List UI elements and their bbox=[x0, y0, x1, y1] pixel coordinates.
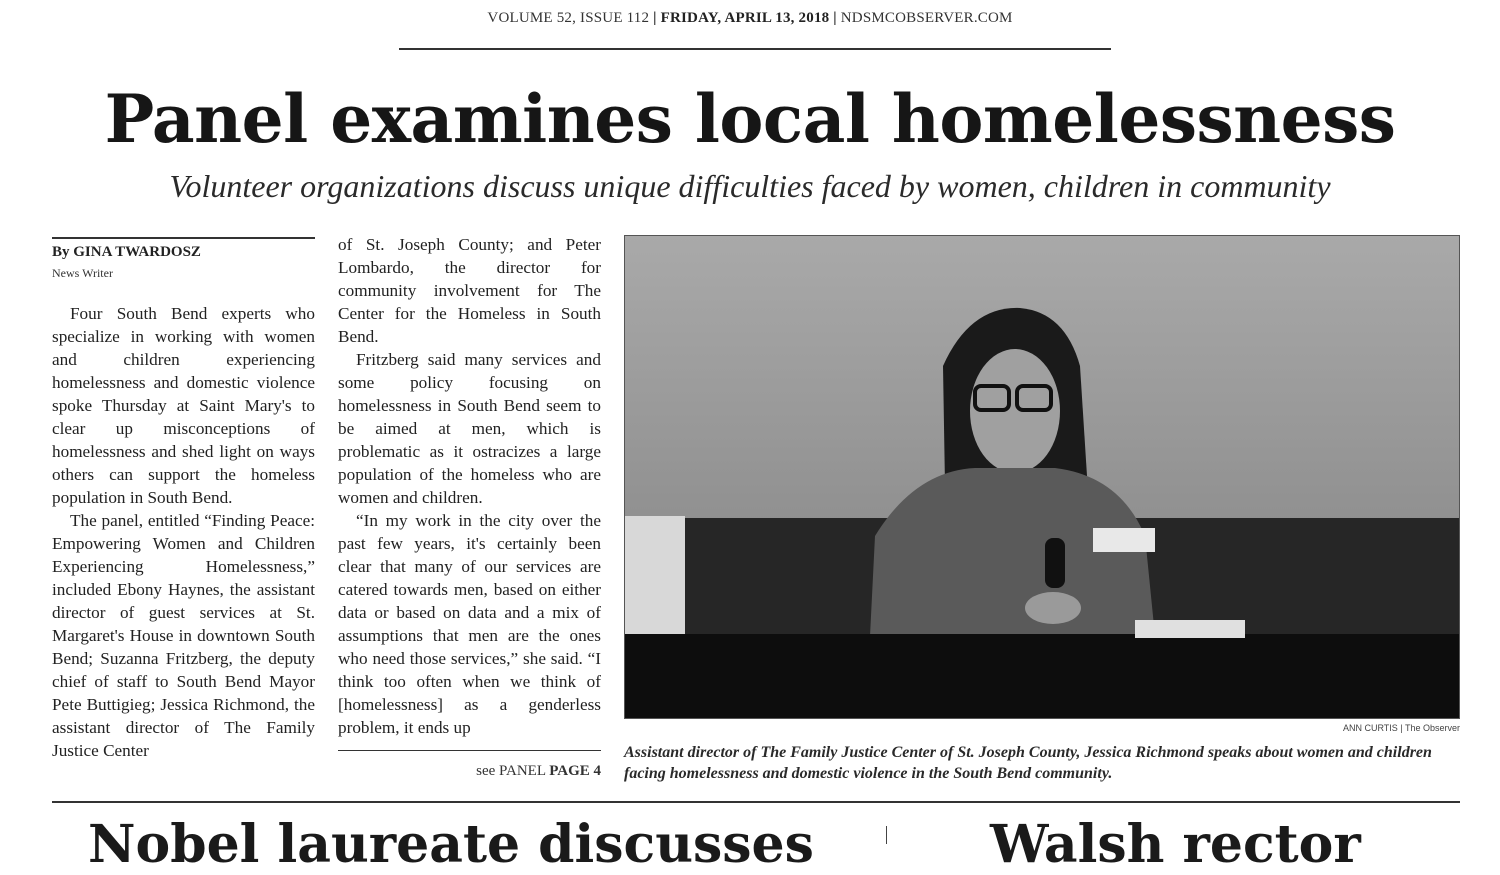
masthead-line: VOLUME 52, ISSUE 112 | FRIDAY, APRIL 13, 2018 | NDSMCOBSERVER.COM bbox=[487, 10, 1013, 26]
article-paragraph: of St. Joseph County; and Peter Lombardo, the director for community involvement for The Center for the Homeless in South Bend. bbox=[338, 235, 601, 346]
article-column-2 bbox=[338, 233, 601, 739]
jump-prefix: see PANEL bbox=[476, 763, 546, 779]
masthead-rule bbox=[399, 48, 1111, 50]
next-story-headline-right[interactable]: Walsh rector bbox=[990, 814, 1361, 875]
photo-credit: ANN CURTIS | The Observer bbox=[1342, 723, 1460, 733]
column-divider bbox=[886, 826, 887, 844]
jump-line[interactable] bbox=[338, 763, 601, 780]
byline-rule bbox=[52, 237, 315, 239]
article-column-1 bbox=[52, 302, 315, 762]
article-paragraph: Fritzberg said many services and some policy focusing on homelessness in South Bend seem to be aimed at men, which is problematic as it ostracizes a large population of the homeless who are women and children. bbox=[338, 350, 601, 507]
article-paragraph: The panel, entitled “Finding Peace: Empowering Women and Children Experiencing Homelessness,” included Ebony Haynes, the assistant director of guest services at St. Margaret's House in downtown South Bend; Suzanna Fritzberg, the deputy chief of staff to South Bend Mayor Pete Buttigieg; Jessica Richmond, the assistant director of The Family Justice Center bbox=[52, 511, 315, 760]
article-photo bbox=[624, 235, 1460, 719]
headline: Panel examines local homelessness bbox=[104, 80, 1396, 158]
photo-caption: Assistant director of The Family Justice Center of St. Joseph County, Jessica Richmond speaks about women and children facing homelessness and domestic violence in the South Bend community. bbox=[624, 744, 1432, 782]
article-paragraph: “In my work in the city over the past few years, it's certainly been clear that many of our services are catered towards men, based on either data or based on data and a mix of assumptions that men are the ones who need those services,” she said. “I think too often when we think of [homelessness] as a genderless problem, it ends up bbox=[338, 511, 601, 737]
deck-subheadline: Volunteer organizations discuss unique difficulties faced by women, children in community bbox=[169, 168, 1331, 204]
website-link[interactable]: NDSMCOBSERVER.COM bbox=[840, 10, 1013, 26]
byline-title: News Writer bbox=[52, 266, 113, 280]
jump-page: PAGE 4 bbox=[549, 763, 601, 779]
volume-issue: VOLUME 52, ISSUE 112 bbox=[487, 10, 650, 26]
next-story-headline-left[interactable]: Nobel laureate discusses bbox=[88, 814, 814, 875]
byline: By GINA TWARDOSZ bbox=[52, 244, 201, 260]
section-rule bbox=[52, 801, 1460, 803]
jump-rule bbox=[338, 750, 601, 751]
article-paragraph: Four South Bend experts who specialize in working with women and children experiencing homelessness and domestic violence spoke Thursday at Saint Mary's to clear up misconceptions of homelessness and shed light on ways others can support the homeless population in South Bend. bbox=[52, 304, 315, 507]
issue-date: FRIDAY, APRIL 13, 2018 bbox=[660, 10, 830, 26]
photo-illustration bbox=[625, 236, 1460, 719]
